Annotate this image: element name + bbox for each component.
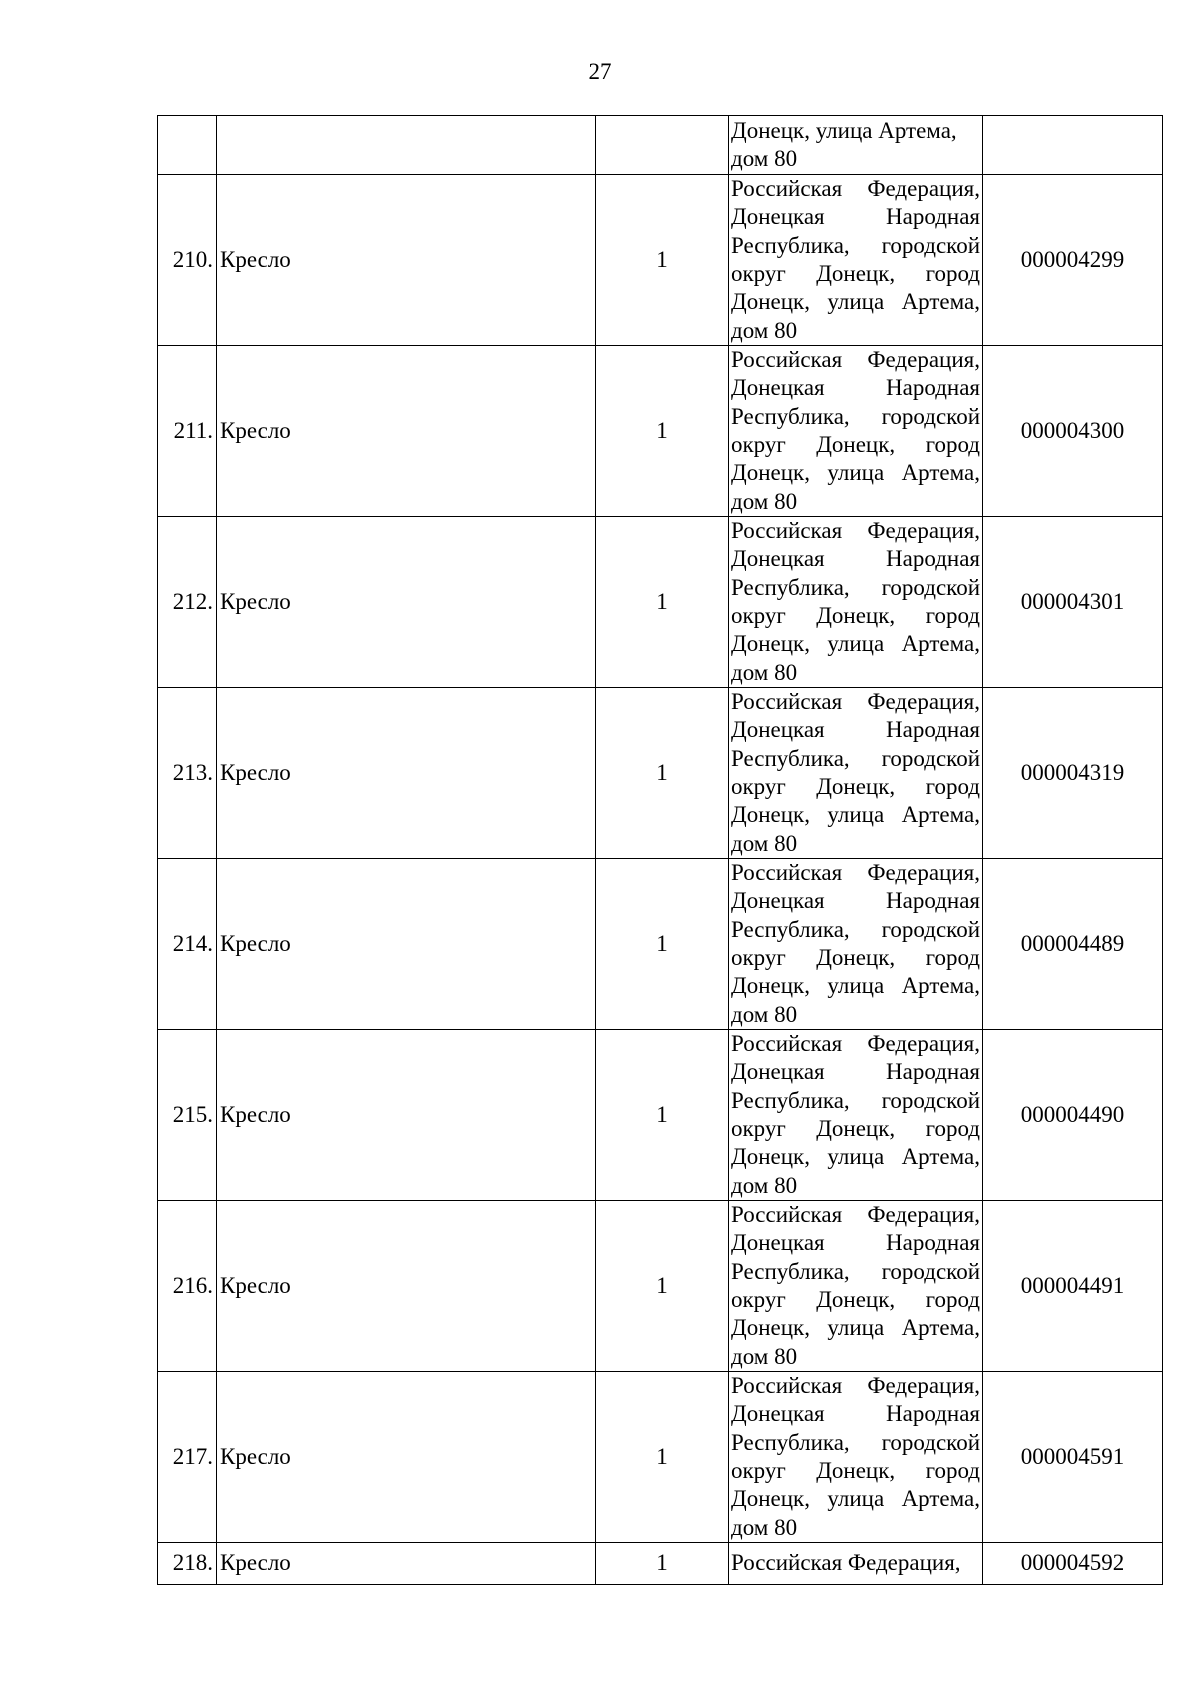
address-line: Донецк, улица Артема,: [731, 117, 957, 143]
item-quantity: [596, 116, 729, 175]
row-number: 212.: [158, 517, 217, 688]
address-line: Республика, городской: [731, 1429, 980, 1455]
item-quantity: 1: [596, 1543, 729, 1585]
address-line: округ Донецк, город: [731, 432, 980, 457]
inventory-number: 000004491: [983, 1201, 1163, 1372]
address-line: Донецкая Народная: [731, 1401, 980, 1427]
item-quantity: 1: [596, 175, 729, 346]
address-line: Республика, городской: [731, 1258, 980, 1284]
address-line: Республика, городской: [731, 574, 980, 600]
table-row-continuation: [158, 116, 1163, 175]
table-row: [158, 175, 1163, 346]
address-line: округ Донецк, город: [731, 603, 980, 628]
item-name: [217, 116, 596, 175]
row-number: 213.: [158, 688, 217, 859]
address-line: Донецкая Народная: [731, 1230, 980, 1256]
address-line: Российская Федерация,: [731, 176, 980, 202]
address-line: Донецкая Народная: [731, 375, 980, 401]
address-line: Республика, городской: [731, 1087, 980, 1113]
address-line: округ Донецк, город: [731, 1458, 980, 1483]
item-address: [729, 1030, 983, 1201]
address-line: Донецк, улица Артема,: [731, 460, 980, 486]
item-quantity: 1: [596, 859, 729, 1030]
address-line: Донецк, улица Артема,: [731, 802, 980, 828]
address-line: Республика, городской: [731, 403, 980, 429]
item-address: [729, 517, 983, 688]
address-line: округ Донецк, город: [731, 945, 980, 970]
row-number: 215.: [158, 1030, 217, 1201]
address-line: Донецкая Народная: [731, 204, 980, 230]
address-line: Российская Федерация,: [731, 689, 980, 715]
address-line: дом 80: [731, 1172, 798, 1198]
row-number: 210.: [158, 175, 217, 346]
inventory-number: [983, 116, 1163, 175]
address-line: Донецк, улица Артема,: [731, 631, 980, 657]
table-row: [158, 1543, 1163, 1585]
table-row: [158, 517, 1163, 688]
address-line: Российская Федерация,: [731, 1202, 980, 1228]
inventory-number: 000004490: [983, 1030, 1163, 1201]
address-line: Российская Федерация,: [731, 1550, 961, 1576]
table-row: [158, 1372, 1163, 1543]
table-row: [158, 688, 1163, 859]
inventory-number: 000004489: [983, 859, 1163, 1030]
address-line: округ Донецк, город: [731, 1116, 980, 1141]
item-name: Кресло: [217, 1030, 596, 1201]
item-name: Кресло: [217, 346, 596, 517]
item-address: [729, 1201, 983, 1372]
address-line: дом 80: [731, 146, 798, 171]
address-line: Российская Федерация,: [731, 347, 980, 373]
address-line: Донецкая Народная: [731, 1059, 980, 1085]
inventory-table-body: [158, 116, 1163, 1585]
row-number: 217.: [158, 1372, 217, 1543]
item-address: [729, 175, 983, 346]
inventory-number: 000004319: [983, 688, 1163, 859]
address-line: дом 80: [731, 1514, 798, 1540]
item-quantity: 1: [596, 1030, 729, 1201]
table-row: [158, 1030, 1163, 1201]
inventory-table: [157, 115, 1163, 1585]
address-line: округ Донецк, город: [731, 774, 980, 799]
address-line: Российская Федерация,: [731, 518, 980, 544]
item-quantity: 1: [596, 517, 729, 688]
page-number: 27: [588, 59, 612, 84]
row-number: 214.: [158, 859, 217, 1030]
address-line: дом 80: [731, 317, 798, 343]
address-line: Российская Федерация,: [731, 860, 980, 886]
address-line: Донецк, улица Артема,: [731, 1486, 980, 1512]
address-line: дом 80: [731, 488, 798, 514]
row-number: 216.: [158, 1201, 217, 1372]
table-row: [158, 859, 1163, 1030]
address-line: Российская Федерация,: [731, 1031, 980, 1057]
address-line: Республика, городской: [731, 232, 980, 258]
address-line: Донецкая Народная: [731, 717, 980, 743]
address-line: Донецк, улица Артема,: [731, 973, 980, 999]
item-name: Кресло: [217, 859, 596, 1030]
item-quantity: 1: [596, 688, 729, 859]
item-quantity: 1: [596, 1201, 729, 1372]
address-line: Республика, городской: [731, 916, 980, 942]
item-address: [729, 859, 983, 1030]
address-line: округ Донецк, город: [731, 1287, 980, 1312]
item-name: Кресло: [217, 517, 596, 688]
item-address: [729, 688, 983, 859]
inventory-number: 000004592: [983, 1543, 1163, 1585]
inventory-number: 000004591: [983, 1372, 1163, 1543]
item-address: [729, 1372, 983, 1543]
address-line: дом 80: [731, 1001, 798, 1027]
item-name: Кресло: [217, 1543, 596, 1585]
item-name: Кресло: [217, 1201, 596, 1372]
row-number: [158, 116, 217, 175]
item-address: [729, 116, 983, 175]
address-line: Донецк, улица Артема,: [731, 1315, 980, 1341]
item-name: Кресло: [217, 175, 596, 346]
table-row: [158, 1201, 1163, 1372]
address-line: Республика, городской: [731, 745, 980, 771]
address-line: дом 80: [731, 830, 798, 856]
address-line: дом 80: [731, 659, 798, 685]
inventory-number: 000004300: [983, 346, 1163, 517]
address-line: Донецкая Народная: [731, 888, 980, 914]
item-name: Кресло: [217, 688, 596, 859]
row-number: 211.: [158, 346, 217, 517]
address-line: Российская Федерация,: [731, 1373, 980, 1399]
inventory-number: 000004301: [983, 517, 1163, 688]
item-quantity: 1: [596, 1372, 729, 1543]
row-number: 218.: [158, 1543, 217, 1585]
item-quantity: 1: [596, 346, 729, 517]
item-name: Кресло: [217, 1372, 596, 1543]
item-address: [729, 1543, 983, 1585]
address-line: Донецкая Народная: [731, 546, 980, 572]
inventory-number: 000004299: [983, 175, 1163, 346]
item-address: [729, 346, 983, 517]
address-line: дом 80: [731, 1343, 798, 1369]
table-row: [158, 346, 1163, 517]
address-line: Донецк, улица Артема,: [731, 289, 980, 315]
address-line: округ Донецк, город: [731, 261, 980, 286]
address-line: Донецк, улица Артема,: [731, 1144, 980, 1170]
